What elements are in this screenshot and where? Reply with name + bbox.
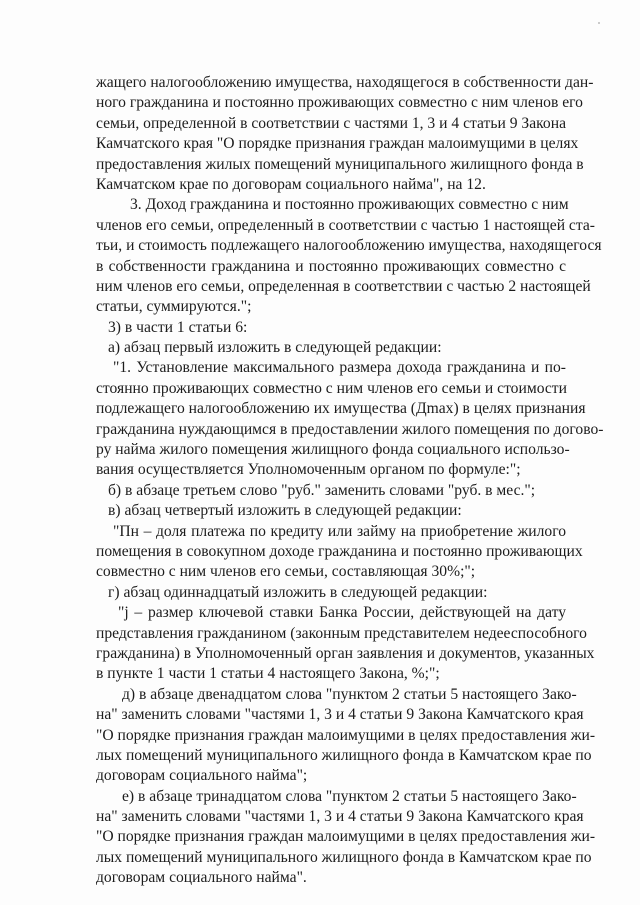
paragraph-start: "Пн – доля платежа по кредиту или займу на приобретение жилого	[113, 522, 566, 540]
text-line: помещения в совокупном доходе гражданина и постоянно проживающих	[96, 542, 583, 560]
text-line: Камчатского края "О порядке признания граждан малоимущими в целях	[96, 135, 579, 153]
text-line: жащего налогообложению имущества, находящегося в собственности дан-	[96, 74, 594, 91]
text-line: совместно с ним членов его семьи, составляющая 30%;";	[96, 563, 476, 581]
paragraph-start: в) абзац четвертый изложить в следующей редакции:	[108, 502, 462, 520]
text-line: ного гражданина и постоянно проживающих совместно с ним членов его	[96, 94, 583, 112]
text-line: в пункте 1 части 1 статьи 4 настоящего Закона, %;";	[96, 665, 440, 683]
text-line: статьи, суммируются.";	[96, 298, 252, 316]
text-line: на" заменить словами "частями 1, 3 и 4 статьи 9 Закона Камчатского края	[96, 808, 584, 826]
text-line: лых помещений муниципального жилищного фонда в Камчатском крае по	[96, 848, 592, 866]
text-line: стоянно проживающих совместно с ним членов его семьи и стоимости	[96, 379, 567, 397]
text-line: договорам социального найма";	[96, 767, 308, 785]
paragraph-start: г) абзац одиннадцатый изложить в следующей редакции:	[108, 583, 488, 601]
text-line: семьи, определенной в соответствии с частями 1, 3 и 4 статьи 9 Закона	[96, 114, 566, 132]
text-line: предоставления жилых помещений муниципального жилищного фонда в	[96, 155, 584, 173]
text-line: в собственности гражданина и постоянно проживающих совместно с	[96, 257, 566, 275]
text-line: договорам социального найма".	[96, 869, 307, 887]
paragraph-start: б) в абзаце третьем слово "руб." заменить словами "руб. в мес.";	[108, 481, 536, 499]
text-line: представления гражданином (законным представителем недееспособного	[96, 624, 587, 642]
text-line: членов его семьи, определенный в соответствии с частью 1 настоящей ста-	[96, 216, 595, 234]
text-line: подлежащего налогообложению их имущества (Дmax) в целях признания	[96, 400, 586, 418]
text-line: ру найма жилого помещения жилищного фонда социального использо-	[96, 441, 570, 459]
text-line: лых помещений муниципального жилищного фонда в Камчатском крае по	[96, 746, 592, 764]
paragraph-start: "1. Установление максимального размера дохода гражданина и по-	[113, 359, 566, 377]
document-body	[96, 73, 604, 889]
text-line: вания осуществляется Уполномоченным органом по формуле:";	[96, 461, 521, 479]
text-line: гражданина нуждающимся в предоставлении жилого помещения по догово-	[96, 420, 604, 438]
paragraph-start: "j – размер ключевой ставки Банка России, действующей на дату	[118, 604, 566, 622]
paragraph-start: 3) в части 1 статьи 6:	[108, 318, 248, 336]
paragraph-start: а) абзац первый изложить в следующей редакции:	[108, 339, 442, 357]
paragraph-start: 3. Доход гражданина и постоянно проживающих совместно с ним	[130, 196, 569, 214]
paragraph-start: е) в абзаце тринадцатом слова "пунктом 2 статьи 5 настоящего Зако-	[122, 787, 577, 805]
text-line: на" заменить словами "частями 1, 3 и 4 статьи 9 Закона Камчатского края	[96, 706, 584, 724]
scan-dot	[598, 22, 600, 24]
text-line: тьи, и стоимость подлежащего налогообложению имущества, находящегося	[96, 237, 602, 255]
text-line: "О порядке признания граждан малоимущими в целях предоставления жи-	[96, 726, 596, 744]
text-line: Камчатском крае по договорам социального найма", на 12.	[96, 175, 486, 193]
text-line: "О порядке признания граждан малоимущими в целях предоставления жи-	[96, 828, 596, 846]
text-line: ним членов его семьи, определенная в соответствии с частью 2 настоящей	[96, 277, 591, 295]
text-line: гражданина) в Уполномоченный орган заявления и документов, указанных	[96, 644, 595, 662]
paragraph-start: д) в абзаце двенадцатом слова "пунктом 2 статьи 5 настоящего Зако-	[122, 685, 577, 703]
